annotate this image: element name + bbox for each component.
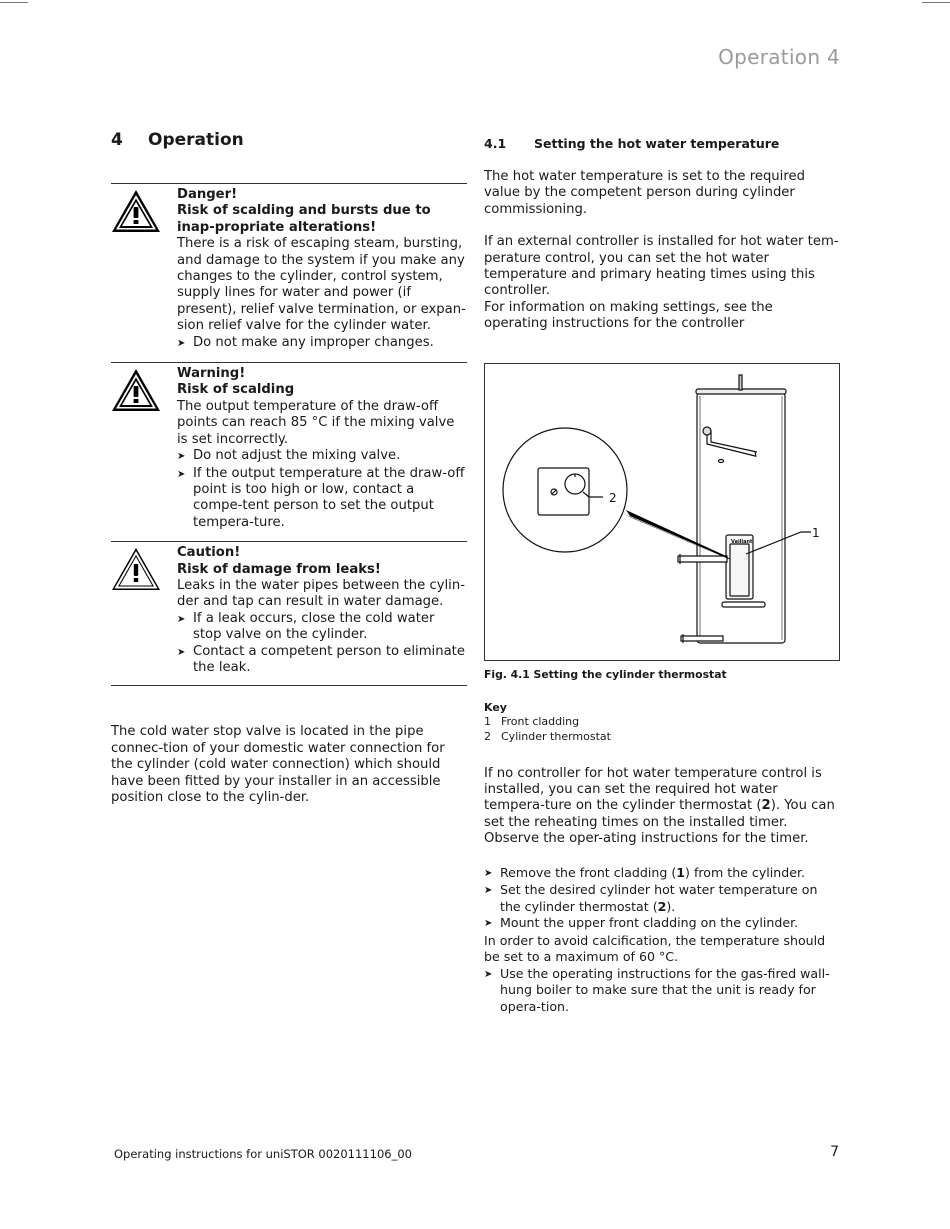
calcification-note: In order to avoid calcification, the temperature should be set to a maximum of 60 °C.	[484, 932, 826, 965]
key-title: Key	[484, 700, 507, 714]
cold-water-paragraph: The cold water stop valve is located in the pipe connec-tion of your domestic water connection for the cylinder (cold water connection) which should have been fitted by your installer in an accessible position close to the cylin-der.	[111, 724, 445, 805]
crop-mark-left	[0, 2, 28, 3]
arrow-bullet-icon: ➤	[484, 885, 493, 897]
footer-document-title: Operating instructions for uniSTOR 0020111106_00	[114, 1147, 412, 1161]
section-paragraph-2: If an external controller is installed for hot water tem-perature control, you can set the hot water temperature and primary heating times using this controller.	[484, 234, 839, 299]
notice-subheading: Risk of scalding and bursts due to inap-propriate alterations!	[177, 203, 431, 235]
arrow-bullet-icon: ➤	[484, 867, 493, 879]
notice-text: Leaks in the water pipes between the cylin-der and tap can result in water damage.	[177, 577, 465, 610]
crop-mark-right	[922, 2, 950, 3]
notice-step: ➤ Contact a competent person to eliminate the leak.	[177, 643, 465, 675]
running-header: Operation 4	[718, 45, 840, 69]
warning-triangle-icon	[111, 368, 161, 412]
notice-text: There is a risk of escaping steam, bursting, and damage to the system if you make any changes to the cylinder, control system, supply lines for water and power (if present), relief valve termination, or expan-sion relief valve for the cylinder water.	[177, 236, 466, 334]
notice-step: ➤ Do not adjust the mixing valve.	[177, 448, 467, 465]
procedure-step: ➤ Set the desired cylinder hot water temperature on the cylinder thermostat (2).	[484, 882, 818, 914]
chapter-title-text: Operation	[148, 130, 244, 150]
arrow-bullet-icon: ➤	[177, 613, 186, 625]
notice-step: ➤ If the output temperature at the draw-off point is too high or low, contact a compe-tent person to set the output tempera-ture.	[177, 465, 465, 530]
danger-notice	[111, 183, 467, 362]
arrow-bullet-icon: ➤	[177, 451, 186, 463]
key-item: 2 Cylinder thermostat	[484, 729, 611, 743]
notice-subheading: Risk of scalding	[177, 382, 295, 398]
chapter-title	[111, 130, 467, 183]
figure-caption: Fig. 4.1 Setting the cylinder thermostat	[484, 667, 727, 681]
warning-notice	[111, 362, 467, 541]
page-number: 7	[830, 1144, 839, 1160]
section-title-text: Setting the hot water temperature	[534, 136, 780, 151]
section-paragraph-3: For information on making settings, see the operating instructions for the controller	[484, 299, 773, 332]
caution-triangle-icon	[111, 547, 161, 591]
left-column	[111, 130, 467, 806]
arrow-bullet-icon: ➤	[484, 968, 493, 980]
notice-text: The output temperature of the draw-off points can reach 85 °C if the mixing valve is set incorrectly.	[177, 398, 455, 447]
arrow-bullet-icon: ➤	[177, 337, 186, 349]
procedure-steps	[484, 865, 840, 1016]
procedure-step: ➤ Use the operating instructions for the gas-fired wall-hung boiler to make sure that the unit is ready for opera-tion.	[484, 965, 830, 1014]
notice-heading: Danger!	[177, 187, 238, 202]
arrow-bullet-icon: ➤	[484, 918, 493, 930]
key-item: 1 Front cladding	[484, 714, 580, 728]
danger-triangle-icon	[111, 189, 161, 233]
section-paragraph-1: The hot water temperature is set to the required value by the competent person during cylinder commissioning.	[484, 169, 805, 217]
notice-subheading: Risk of damage from leaks!	[177, 561, 381, 577]
procedure-step: ➤ Remove the front cladding (1) from the cylinder.	[484, 865, 840, 883]
callout-label-1: 1	[812, 525, 820, 540]
thermostat-paragraph: If no controller for hot water temperature control is installed, you can set the required hot water tempera-ture on the cylinder thermostat (2). You can set the reheating times on the installed timer. Observe the oper-ating instructions for the timer.	[484, 765, 835, 847]
right-column	[484, 136, 840, 1015]
notice-heading: Caution!	[177, 545, 241, 561]
arrow-bullet-icon: ➤	[177, 468, 186, 480]
notice-heading: Warning!	[177, 366, 246, 382]
brand-mark: Vaillant	[731, 538, 753, 545]
section-title	[484, 136, 840, 151]
cylinder-illustration	[485, 364, 839, 660]
arrow-bullet-icon: ➤	[177, 646, 186, 658]
callout-label-2: 2	[609, 490, 617, 505]
section-number: 4.1	[484, 136, 507, 151]
caution-notice	[111, 541, 467, 686]
chapter-number: 4	[111, 130, 123, 150]
procedure-step: ➤ Mount the upper front cladding on the cylinder.	[484, 915, 840, 933]
notice-step: ➤ Do not make any improper changes.	[177, 335, 467, 352]
notice-step: ➤ If a leak occurs, close the cold water stop valve on the cylinder.	[177, 610, 435, 643]
figure-cylinder-thermostat	[484, 363, 840, 661]
